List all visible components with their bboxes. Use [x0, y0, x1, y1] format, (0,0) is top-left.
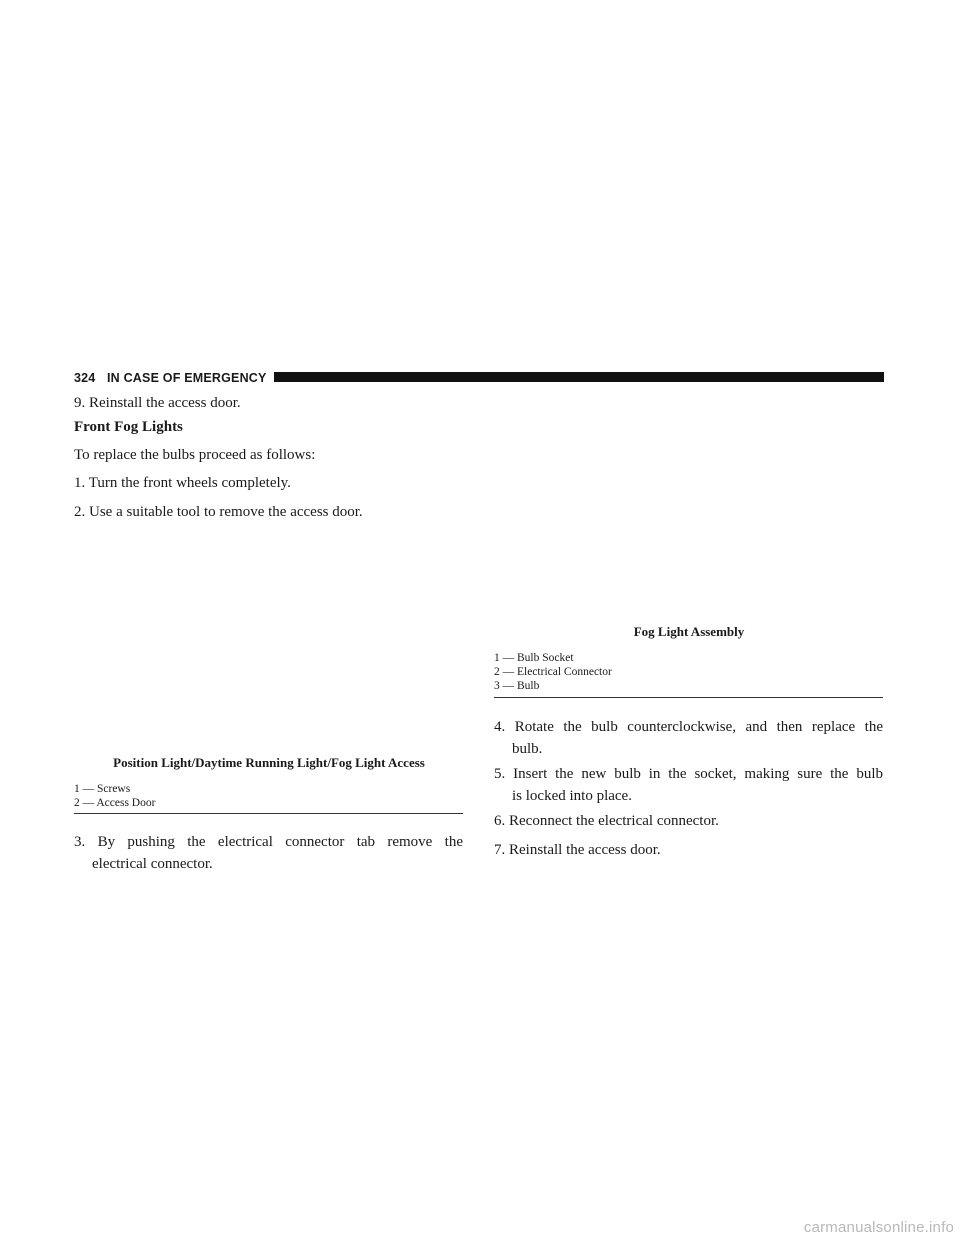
legend-item: 1 — Bulb Socket — [494, 652, 574, 664]
legend-divider — [74, 813, 463, 814]
legend-item: 1 — Screws — [74, 783, 131, 795]
page-number: 324 — [74, 371, 96, 385]
step-5 — [494, 763, 883, 807]
step-3-line-2: electrical connector. — [92, 856, 213, 872]
figure-caption-access: Position Light/Daytime Running Light/Fog Light Access — [113, 755, 425, 770]
legend-item: 2 — Access Door — [74, 797, 156, 809]
intro-text: To replace the bulbs proceed as follows: — [74, 447, 316, 463]
step-4-line-1: 4. Rotate the bulb counterclockwise, and then replace the — [494, 719, 883, 735]
step-1: 1. Turn the front wheels completely. — [74, 475, 291, 491]
step-3-line-1: 3. By pushing the electrical connector tab remove the — [74, 834, 463, 850]
step-7: 7. Reinstall the access door. — [494, 842, 661, 858]
legend-divider — [494, 697, 883, 698]
legend-item: 2 — Electrical Connector — [494, 666, 612, 678]
step-3 — [74, 831, 463, 875]
legend-item: 3 — Bulb — [494, 680, 540, 692]
step-5-line-2: is locked into place. — [512, 788, 632, 804]
step-5-line-1: 5. Insert the new bulb in the socket, making sure the bulb — [494, 766, 883, 782]
step-4 — [494, 716, 883, 760]
step-9: 9. Reinstall the access door. — [74, 395, 241, 411]
header-rule-bar — [274, 372, 884, 382]
figure-legend-fog-assembly — [494, 651, 884, 693]
section-title: IN CASE OF EMERGENCY — [107, 371, 267, 385]
figure-legend-access — [74, 782, 464, 810]
step-4-line-2: bulb. — [512, 741, 543, 757]
figure-caption-fog-assembly: Fog Light Assembly — [633, 624, 745, 639]
section-heading: Front Fog Lights — [74, 419, 183, 435]
step-6: 6. Reconnect the electrical connector. — [494, 813, 719, 829]
step-2: 2. Use a suitable tool to remove the access door. — [74, 504, 363, 520]
page-header — [74, 370, 884, 386]
watermark: carmanualsonline.info — [803, 1219, 954, 1236]
